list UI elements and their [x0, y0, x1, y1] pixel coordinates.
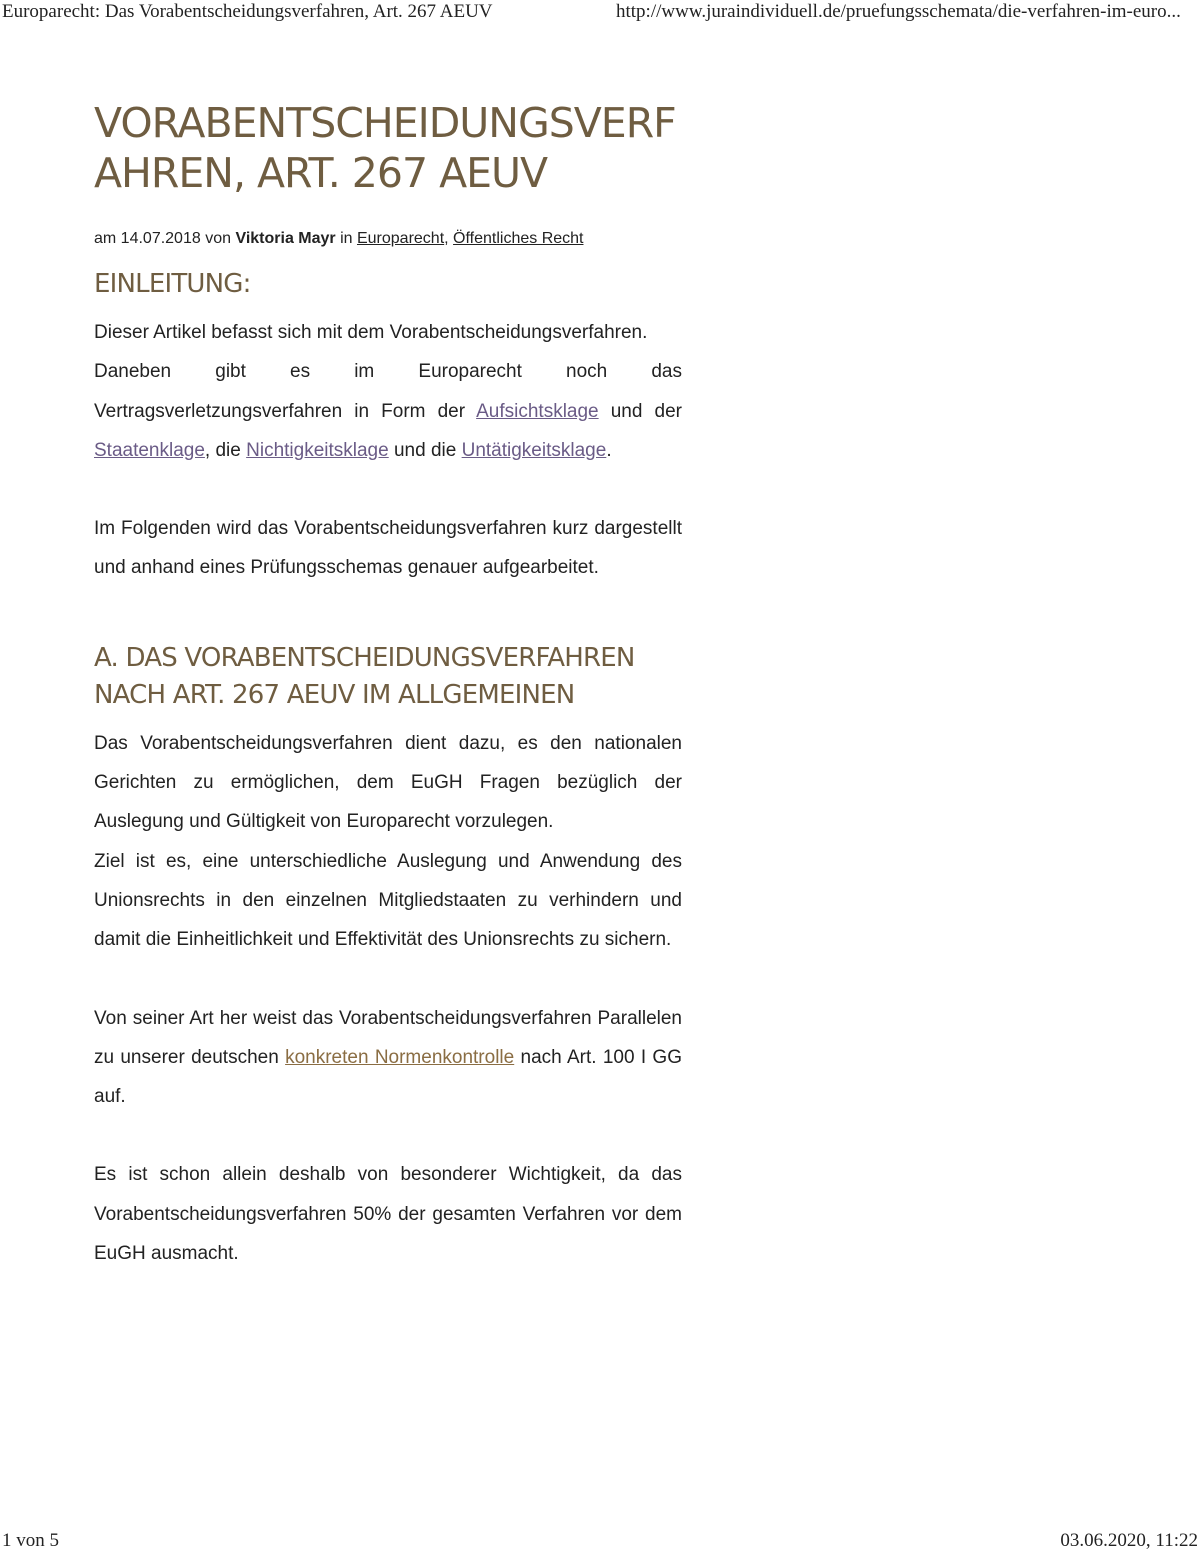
article-meta — [94, 228, 682, 250]
print-url: http://www.juraindividuell.de/pruefungsschemata/die-verfahren-im-euro... — [616, 1, 1181, 22]
link-normenkontrolle[interactable]: konkreten Normenkontrolle — [285, 1046, 515, 1068]
print-page-number: 1 von 5 — [2, 1530, 59, 1551]
paragraph-purpose: Das Vorabentscheidungsverfahren dient dazu, es den nationalen Gerichten zu ermöglichen, dem EuGH Fragen bezüglich der Auslegung und Gültigkeit von Europarecht vorzulegen. — [94, 732, 682, 833]
link-aufsichtsklage[interactable]: Aufsichtsklage — [476, 400, 599, 422]
link-nichtigkeitsklage[interactable]: Nichtigkeitsklage — [246, 439, 389, 461]
paragraph-gap — [94, 1116, 682, 1155]
category-link-europarecht[interactable]: Europarecht — [356, 230, 445, 247]
meta-in-label: in — [335, 230, 357, 247]
link-staatenklage[interactable]: Staatenklage — [94, 439, 205, 461]
paragraph-goal: Ziel ist es, eine unterschiedliche Auslegung und Anwendung des Unionsrechts in den einzelnen Mitgliedstaaten zu verhindern und damit die Einheitlichkeit und Effektivität des Unionsrechts zu sichern. — [94, 850, 682, 951]
print-footer — [0, 1530, 1200, 1552]
article — [94, 98, 682, 1273]
print-datetime: 03.06.2020, 11:22 — [1060, 1530, 1198, 1551]
text-fragment: und der — [598, 400, 682, 422]
section-heading-einleitung: EINLEITUNG: — [94, 269, 251, 299]
paragraph-gap — [94, 960, 682, 999]
text-fragment: und die — [388, 439, 462, 461]
text-fragment: Von seiner Art her weist das Vorabentscheidungsverfahren Parallelen zu unserer deutschen — [94, 1007, 682, 1068]
text-fragment: nach Art. 100 I GG auf. — [94, 1046, 682, 1108]
link-untaetigkeitsklage[interactable]: Untätigkeitsklage — [461, 439, 607, 461]
article-title: VORABENTSCHEIDUNGSVERFAHREN, ART. 267 AEUV — [94, 99, 676, 197]
paragraph-parallels — [94, 999, 682, 1117]
text-fragment: . — [606, 439, 612, 461]
meta-author: Viktoria Mayr — [235, 230, 336, 247]
section-heading-allgemein: A. DAS VORABENTSCHEIDUNGSVERFAHREN NACH ART. 267 AEUV IM ALLGEMEINEN — [94, 642, 635, 710]
meta-date: am 14.07.2018 von — [94, 230, 236, 247]
meta-separator: , — [444, 230, 454, 247]
paragraph-gap — [94, 470, 682, 509]
paragraph-intro: Dieser Artikel befasst sich mit dem Vorabentscheidungsverfahren. — [94, 322, 648, 343]
text-fragment: , die — [204, 439, 247, 461]
print-header — [0, 0, 1200, 26]
category-link-oeffentliches-recht[interactable]: Öffentliches Recht — [453, 230, 584, 247]
text-fragment: Daneben gibt es im Europarecht noch das Vertragsverletzungsverfahren in Form der — [94, 361, 682, 422]
paragraph-following: Im Folgenden wird das Vorabentscheidungsverfahren kurz dargestellt und anhand eines Prüfungsschemas genauer aufgearbeitet. — [94, 518, 682, 579]
print-page-title: Europarecht: Das Vorabentscheidungsverfahren, Art. 267 AEUV — [2, 1, 493, 22]
paragraph-importance: Es ist schon allein deshalb von besonderer Wichtigkeit, da das Vorabentscheidungsverfahren 50% der gesamten Verfahren vor dem EuGH ausmacht. — [94, 1164, 682, 1265]
paragraph-other-procedures — [94, 352, 682, 470]
